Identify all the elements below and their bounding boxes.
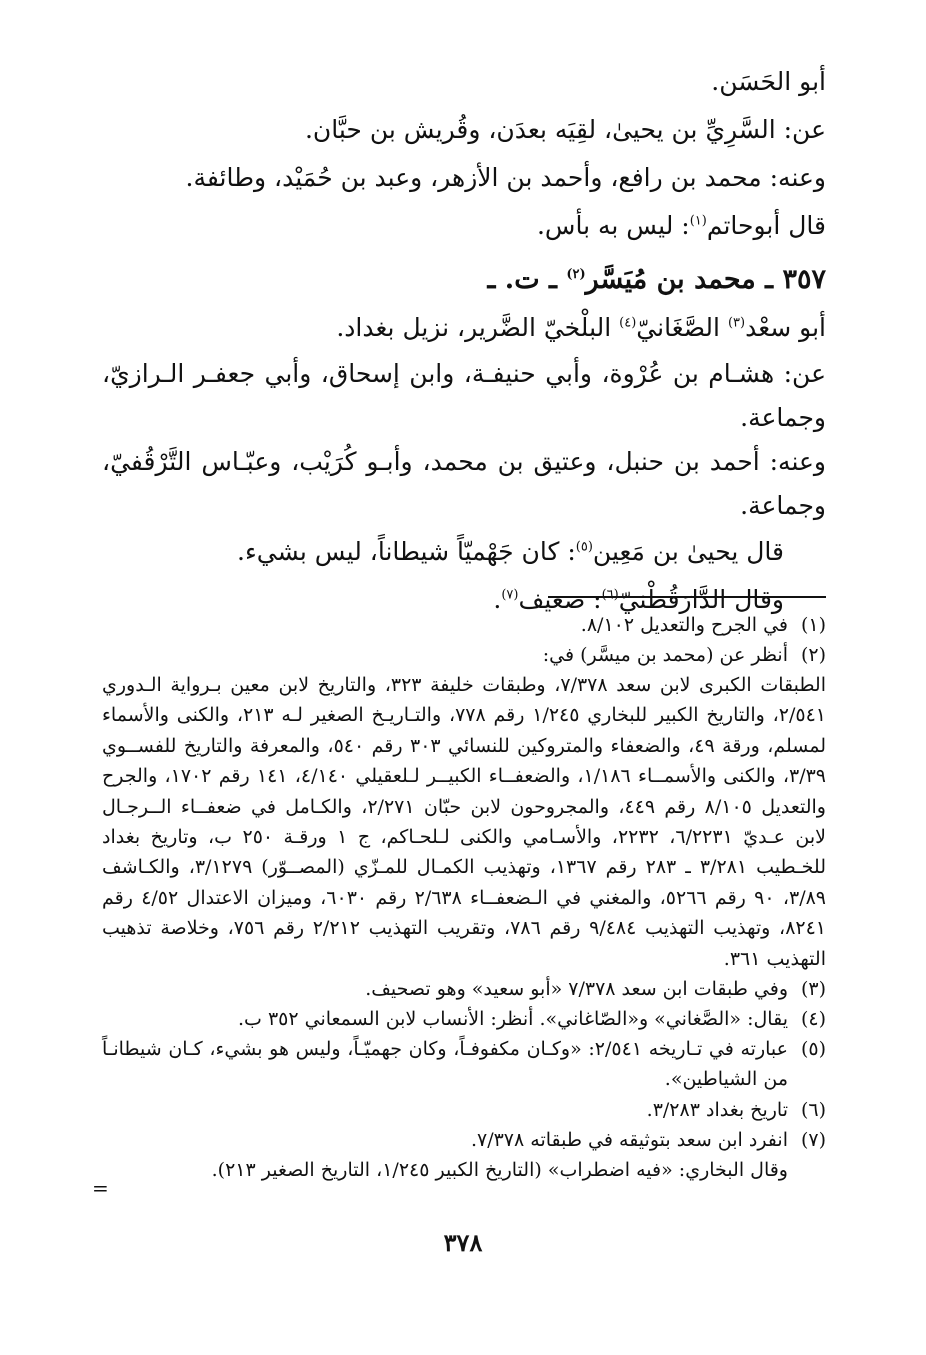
continuation-mark: = <box>92 1176 109 1200</box>
footnote-text: الطبقات الكبرى لابن سعد ٧/٣٧٨، وطبقات خليفة ٣٢٣، والتاريخ لابن معين بـرواية الـدوري ٢/٥٤١، والتاريخ الكبير للبخاري ١/٢٤٥ رقم ٧٧٨، والتـاريـخ الصغير لـه ٢١٣، والكنى والأسماء لمسلم، ورقة ٤٩، والضعفاء والمتروكين للنسائي ٣٠٣ رقم ٥٤٠، والمعرفة والتاريخ للفســوي ٣/٣٩، والكنى والأسمــاء ١/١٨٦، والضعفــاء الكبيــر لـلعقيلي ٤/١٤٠، ١٤١ رقم ١٧٠٢، والجرح والتعديل ٨/١٠٥ رقم ٤٤٩، والمجروحون لابن حبّان ٢/٢٧١، والكـامل في ضعفــاء الــرجـال لابن عـديّ ٦/٢٢٣١، ٢٢٣٢، والأسـامي والكنى لـلحـاكم، ج ١ ورقـة ٢٥٠ ب، وتاريخ بغداد للخـطيب ٣/٢٨١ ـ ٢٨٣ رقم ١٣٦٧، وتهذيب الكمـال للمـزّي (المصــوّر) ٣/١٢٧٩، والكـاشف ٣/٨٩، ٩٠ رقم ٥٢٦٦، والمغني في الـضعفــاء ٢/٦٣٨ رقم ٦٠٣٠، وميزان الاعتدال ٤/٥٢ رقم ٨٢٤١، وتهذيب التهذيب ٩/٤٨٤ رقم ٧٨٦، وتقريب التهذيب ٢/٢١٢ رقم ٧٥٦، وخلاصة تذهيب التهذيب ٣٦١. <box>102 674 827 970</box>
text-run: . <box>493 585 502 614</box>
footnote <box>102 1095 826 1125</box>
footnote-ref-3: (٣) <box>727 315 746 331</box>
entry-heading-suffix: ـ ت. ـ <box>487 264 567 295</box>
text-run: : ليس به بأس. <box>536 211 690 240</box>
text-run: البلْخيّ الضَّرير، نزيل بغداد. <box>336 313 620 342</box>
footnote-text: وفي طبقات ابن سعد ٧/٣٧٨ «أبو سعيد» وهو تصحيف. <box>365 978 788 1001</box>
footnote-ref-6: (٦) <box>601 587 619 603</box>
footnote-ref-4: (٤) <box>619 315 637 331</box>
prev-entry-line-1: أبو الحَسَن. <box>711 67 826 96</box>
footnote <box>102 974 826 1004</box>
footnote-text: أنظر عن (محمد بن ميسَّر) في: <box>542 644 788 666</box>
footnote-text: انفرد ابن سعد بتوثيقه في طبقاته ٧/٣٧٨. <box>470 1128 788 1151</box>
footnotes <box>102 610 826 1185</box>
text-run: قال يحيىٰ بن مَعِين <box>592 537 784 566</box>
entry-teachers: عن: هشـام بن عُرْوة، وأبي حنيفـة، وابن إسحاق، وأبي جعفـر الـرازيّ، وجماعة. <box>102 359 826 432</box>
footnote-text: وقال البخاري: «فيه اضطراب» (التاريخ الكبير ١/٢٤٥، التاريخ الصغير ٢١٣). <box>211 1158 788 1181</box>
prev-entry-line-2: عن: السَّرِيِّ بن يحيىٰ، لقِيَه بعدَن، وقُريش بن حبَّان. <box>304 115 826 144</box>
footnote-ref-1: (١) <box>689 213 707 229</box>
page-number: ٣٧٨ <box>443 1228 483 1257</box>
text-run: أبو سعْد <box>745 313 826 342</box>
footnote-number: (٣) <box>800 978 826 1001</box>
footnote-number: (٥) <box>800 1038 826 1061</box>
footnote-separator <box>548 596 826 598</box>
footnote-number: (٤) <box>800 1008 826 1031</box>
footnote-text: يقال: «الصَّغاني» و«الصّاغاني». أنظر: الأنساب لابن السمعاني ٣٥٢ ب. <box>237 1008 788 1031</box>
footnote-ref-5: (٥) <box>575 539 593 555</box>
footnote-ref-7: (٧) <box>501 587 519 603</box>
footnote-number: (١) <box>800 614 826 636</box>
prev-entry-line-3: وعنه: محمد بن رافع، وأحمد بن الأزهر، وعبد بن حُمَيْد، وطائفة. <box>185 163 826 192</box>
footnote <box>102 1155 826 1185</box>
footnote <box>102 610 826 640</box>
quote-ibn-main <box>102 528 826 576</box>
entry-title <box>102 256 826 304</box>
main-text <box>102 58 826 624</box>
footnote <box>102 640 826 670</box>
text-run: : كان جَهْميّاً شيطاناً، ليس بشيء. <box>237 537 576 566</box>
prev-entry-line-4 <box>102 202 826 250</box>
footnote-text: عبارته في تـاريخه ٢/٥٤١: «وكـان مكفوفـاً، وكان جهميّـاً، وليس هو بشيء، كـان شيطانـاً من الشياطين». <box>102 1038 789 1091</box>
footnote-ref-2: (٢) <box>566 267 586 282</box>
footnote-text: تاريخ بغداد ٣/٢٨٣. <box>646 1098 788 1121</box>
footnote-number: (٧) <box>800 1128 826 1151</box>
text-run: الصَّغَانيّ <box>636 313 728 342</box>
footnote-text: في الجرح والتعديل ٨/١٠٢. <box>580 614 788 636</box>
entry-kunya <box>102 304 826 352</box>
footnote-number <box>788 1155 826 1185</box>
text-run: وقال الدَّارَقُطْنيّ <box>618 585 784 614</box>
footnote-number: (٦) <box>800 1098 826 1121</box>
footnote <box>102 1034 826 1095</box>
footnote-number: (٢) <box>800 644 826 666</box>
footnote <box>102 1125 826 1155</box>
footnote-sources <box>102 670 826 974</box>
entry-students: وعنه: أحمد بن حنبل، وعتيق بن محمد، وأبـو كُرَيْب، وعبّـاس التَّرْقُفيّ، وجماعة. <box>102 447 826 520</box>
text-run: : ضعيف <box>518 585 602 614</box>
footnote <box>102 1004 826 1034</box>
entry-heading: ٣٥٧ ـ محمد بن مُيَسَّر <box>585 264 826 295</box>
text-run: قال أبوحاتم <box>706 211 826 240</box>
